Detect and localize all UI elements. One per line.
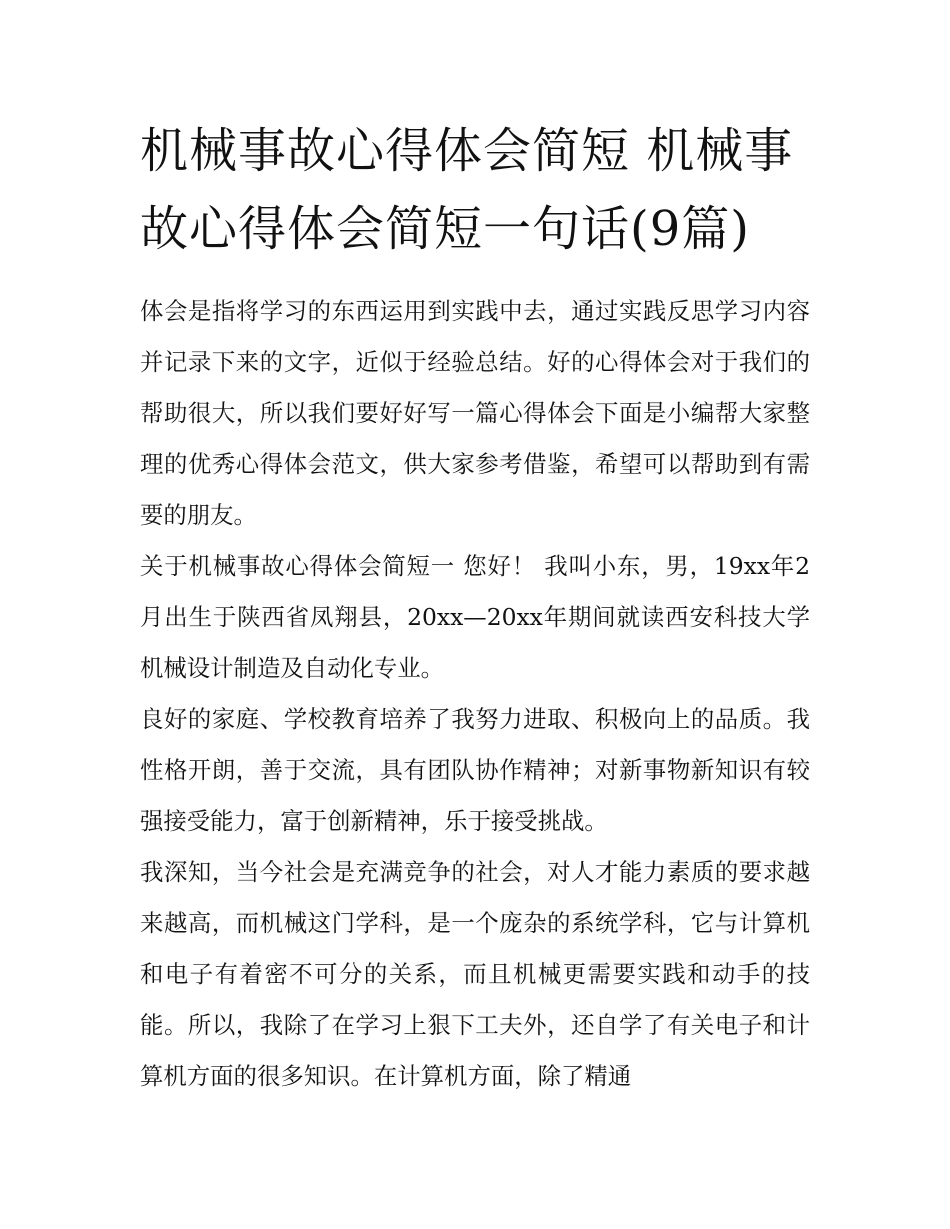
- document-title: 机械事故心得体会简短 机械事故心得体会简短一句话(9篇): [140, 123, 794, 257]
- paragraph-intro: 体会是指将学习的东西运用到实践中去，通过实践反思学习内容并记录下来的文字，近似于经验总结。好的心得体会对于我们的帮助很大，所以我们要好好写一篇心得体会下面是小编帮大家整理的优秀心得体会范文，供大家参考借鉴，希望可以帮助到有需要的朋友。: [140, 297, 810, 529]
- paragraph-skills: 我深知，当今社会是充满竞争的社会，对人才能力素质的要求越来越高，而机械这门学科，是一个庞杂的系统学科，它与计算机和电子有着密不可分的关系，而且机械更需要实践和动手的技能。所以，我除了在学习上狠下工夫外，还自学了有关电子和计算机方面的很多知识。在计算机方面，除了精通: [140, 858, 810, 1090]
- paragraph-character: 良好的家庭、学校教育培养了我努力进取、积极向上的品质。我性格开朗，善于交流，具有团队协作精神；对新事物新知识有较强接受能力，富于创新精神，乐于接受挑战。: [140, 705, 810, 835]
- paragraph-self-introduction: 关于机械事故心得体会简短一 您好！ 我叫小东，男，19xx年2月出生于陕西省凤翔县，20xx—20xx年期间就读西安科技大学机械设计制造及自动化专业。: [140, 552, 810, 682]
